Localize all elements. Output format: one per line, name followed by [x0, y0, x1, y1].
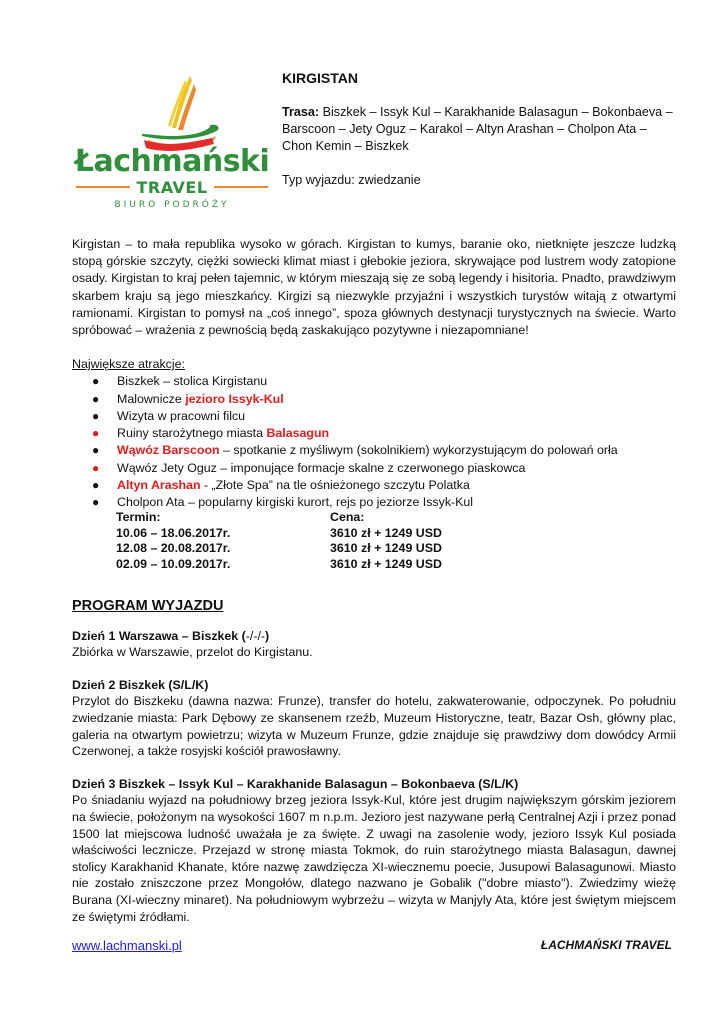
- term-price: 3610 zł + 1249 USD: [330, 556, 442, 571]
- bullet-icon: ●: [92, 443, 100, 458]
- day-title: Dzień 2 Biszkek (S/L/K): [72, 677, 209, 692]
- day-text: Po śniadaniu wyjazd na południowy brzeg jeziora Issyk-Kul, które jest drugim największym górskim jeziorem na świecie, położonym na wysokości 1607 m n.p.m. Jezioro jest nazywane perłą Centralnej Azji i przez ponad 1500 lat miejscowa ludność uważała je za święte. Z uwagi na zasolenie wody, jezioro Issyk Kul posiada właściwości lecznicze. Przejazd w stronę miasta Tokmok, do ruin starożytnego miasta Balasagun, dawnej stolicy Karakhanid Khanate, które nazwę zawdzięcza XI-wiecznemu poecie, Jusupowi Balasagunowi. Miasto nie zostało zniszczone przez Mongołów, dlatego nazwano je Gobalik ("dobre miasto"). Zwiedzimy wieżę Burana (XI-wieczny minaret). Na południowym wybrzeżu – wizyta w Manjyly Ata, które jest świętym miejscem ze świętymi źródłami.: [72, 793, 676, 924]
- list-item: ● Altyn Arashan - „Złote Spa” na tle ośnieżonego szczytu Polatka: [72, 477, 676, 494]
- footer: [72, 938, 672, 953]
- website-link[interactable]: www.lachmanski.pl: [72, 938, 182, 953]
- day-2: [72, 677, 676, 760]
- term-date: 10.06 – 18.06.2017r.: [116, 525, 231, 540]
- trip-type: Typ wyjazdu: zwiedzanie: [282, 173, 421, 187]
- trip-header: [282, 70, 677, 189]
- logo-subtitle: BIURO PODRÓŻY: [114, 200, 230, 210]
- list-item: ● Malownicze jezioro Issyk-Kul: [72, 391, 676, 408]
- company-logo: [72, 68, 272, 218]
- terms-header-row: [116, 510, 516, 526]
- day-1: [72, 628, 676, 661]
- page-title: KIRGISTAN: [282, 70, 358, 86]
- term-price: 3610 zł + 1249 USD: [330, 525, 442, 540]
- bullet-icon: ●: [92, 495, 100, 510]
- term-date: 02.09 – 10.09.2017r.: [116, 556, 231, 571]
- attractions-heading: Największe atrakcje:: [72, 357, 185, 371]
- table-row: [116, 541, 516, 557]
- date-header: Termin:: [116, 510, 161, 524]
- attractions-list: [72, 373, 676, 511]
- day-title: Dzień 3 Biszkek – Issyk Kul – Karakhanide Balasagun – Bokonbaeva (S/L/K): [72, 776, 519, 791]
- list-item: ● Wąwóz Jety Oguz – imponujące formacje skalne z czerwonego piaskowca: [72, 460, 676, 477]
- bullet-icon: ●: [92, 478, 100, 493]
- price-header: Cena:: [330, 510, 365, 524]
- bullet-icon: ●: [92, 426, 100, 441]
- day-text: Przylot do Biszkeku (dawna nazwa: Frunze), transfer do hotelu, zakwaterowanie, odpoczynek. Po południu zwiedzanie miasta: Park Dębowy ze skansenem rzeźb, Muzeum Historyczne, teatr, Bazar Osh, główny plac, galeria na otwartym powietrzu; wizyta w Muzeum Frunze, gdzie znajduje się prawdziwy dom dowódcy Armii Czerwonej, a także rosyjski kościół prawosławny.: [72, 694, 676, 759]
- bullet-icon: ●: [92, 391, 100, 406]
- logo-travel: TRAVEL: [136, 177, 208, 197]
- day-text: Zbiórka w Warszawie, przelot do Kirgistanu.: [72, 645, 313, 660]
- term-price: 3610 zł + 1249 USD: [330, 541, 442, 555]
- list-item: ● Wizyta w pracowni filcu: [72, 408, 676, 425]
- program-section: [72, 598, 676, 941]
- table-row: [116, 526, 516, 542]
- day-3: [72, 776, 676, 925]
- route-label: Trasa:: [282, 105, 320, 119]
- logo-divider: [76, 186, 130, 188]
- term-date: 12.08 – 20.08.2017r.: [116, 541, 231, 555]
- logo-name: Łachmański: [74, 144, 270, 179]
- sailboat-logo-icon: [72, 68, 272, 148]
- intro-paragraph: Kirgistan – to mała republika wysoko w górach. Kirgistan to kumys, baranie oko, nietknięte jeszcze ludzką stopą górskie szczyty, ciężki sowiecki klimat miast i głebokie jeziora, skrywające pod lustrem wody zatopione osady. Kirgistan to kraj pełen tajemnic, w którym mieszają się ze sobą legendy i hisitoria. Pnadto, prawdziwym skarbem kraju są jego mieszkańcy. Kirgizi są niezwykle przyjaźni i wszystkich turystów witają z otwartymi ramionami. Kirgistan to pomysł na „coś innego”, spoza głównych destynacji turystycznych na świecie. Warto spróbować – wrażenia z pewnością będą zaskakująco pozytywne i niezapomniane!: [72, 237, 676, 338]
- list-item: ● Wąwóz Barscoon – spotkanie z myśliwym (sokolnikiem) wykorzystującym do polowań orła: [72, 442, 676, 459]
- bullet-icon: ●: [92, 408, 100, 423]
- route-text: Biszkek – Issyk Kul – Karakhanide Balasagun – Bokonbaeva – Barscoon – Jety Oguz – Karakol – Altyn Arashan – Cholpon Ata – Chon Kemin – Biszkek: [282, 105, 673, 153]
- list-item: ● Ruiny starożytnego miasta Balasagun: [72, 425, 676, 442]
- attractions-section: [72, 356, 676, 512]
- bullet-icon: ●: [92, 374, 100, 389]
- route: [282, 104, 677, 155]
- list-item: ● Biszkek – stolica Kirgistanu: [72, 373, 676, 390]
- footer-brand: ŁACHMAŃSKI TRAVEL: [540, 938, 672, 952]
- day-title: Dzień 1 Warszawa – Biszkek (-/-/-): [72, 628, 270, 643]
- logo-travel-row: [76, 178, 268, 196]
- program-title: PROGRAM WYJAZDU: [72, 598, 224, 614]
- terms-table: [116, 510, 516, 572]
- bullet-icon: ●: [92, 460, 100, 475]
- list-item: ● Cholpon Ata – popularny kirgiski kurort, rejs po jeziorze Issyk-Kul: [72, 494, 676, 511]
- table-row: [116, 557, 516, 573]
- logo-divider: [214, 186, 268, 188]
